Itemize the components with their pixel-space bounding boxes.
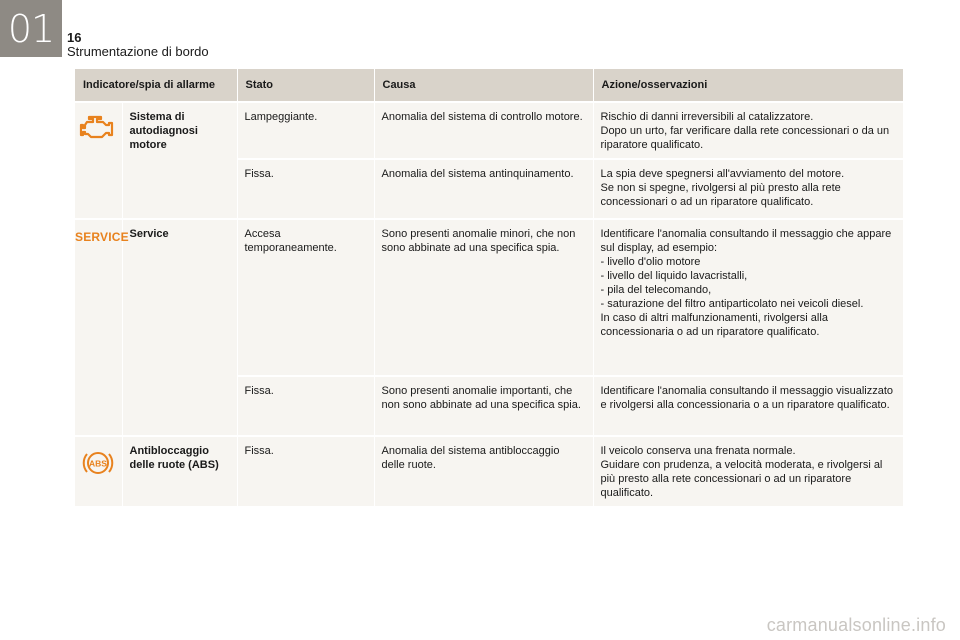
stato-cell: Accesa temporaneamente. — [237, 219, 374, 376]
column-header-indicator: Indicatore/spia di allarme — [75, 69, 237, 102]
stato-cell: Fissa. — [237, 376, 374, 436]
stato-cell: Lampeggiante. — [237, 102, 374, 159]
causa-cell: Sono presenti anomalie importanti, che non sono abbinate ad una specifica spia. — [374, 376, 593, 436]
abs-icon-text: ABS — [89, 458, 108, 469]
stato-cell: Fissa. — [237, 159, 374, 219]
chapter-number: 01 — [7, 6, 55, 51]
table-row — [75, 436, 903, 506]
engine-check-icon — [78, 111, 118, 147]
stato-cell: Fissa. — [237, 436, 374, 506]
table-header-row — [75, 69, 903, 102]
causa-cell: Anomalia del sistema di controllo motore. — [374, 102, 593, 159]
table-row — [75, 219, 903, 376]
azione-cell: La spia deve spegnersi all'avviamento del motore. Se non si spegne, rivolgersi al più presto alla rete concessionari o ad un riparatore qualificato. — [593, 159, 903, 219]
column-header-stato: Stato — [237, 69, 374, 102]
indicator-name: Sistema di autodiagnosi motore — [122, 102, 237, 219]
table-row — [75, 102, 903, 159]
indicator-name: Service — [122, 219, 237, 436]
azione-cell: Rischio di danni irreversibili al catalizzatore. Dopo un urto, far verificare dalla rete concessionari o da un riparatore qualificato. — [593, 102, 903, 159]
abs-icon-cell — [75, 436, 122, 506]
engine-icon-cell — [75, 102, 122, 219]
chapter-tab — [0, 0, 62, 57]
causa-cell: Anomalia del sistema antibloccaggio delle ruote. — [374, 436, 593, 506]
page-number: 16 — [67, 30, 82, 45]
warning-lights-table — [75, 69, 904, 506]
column-header-causa: Causa — [374, 69, 593, 102]
watermark: carmanualsonline.info — [766, 615, 946, 635]
service-icon-cell — [75, 219, 129, 436]
azione-cell: Il veicolo conserva una frenata normale. Guidare con prudenza, a velocità moderata, e rivolgersi al più presto alla rete concessionari o ad un riparatore qualificato. — [593, 436, 903, 506]
section-title: Strumentazione di bordo — [67, 44, 209, 59]
indicator-name: Antibloccaggio delle ruote (ABS) — [122, 436, 237, 506]
azione-cell: Identificare l'anomalia consultando il messaggio che appare sul display, ad esempio: - livello d'olio motore - livello del liquido lavacristalli, - pila del telecomando, - saturazione del filtro antiparticolato nei veicoli diesel. In caso di altri malfunzionamenti, rivolgersi alla concessionaria o ad un riparatore qualificato. — [593, 219, 903, 376]
service-icon: SERVICE — [75, 230, 129, 244]
azione-cell: Identificare l'anomalia consultando il messaggio visualizzato e rivolgersi alla concessionaria o a un riparatore qualificato. — [593, 376, 903, 436]
abs-icon — [78, 445, 118, 481]
causa-cell: Anomalia del sistema antinquinamento. — [374, 159, 593, 219]
causa-cell: Sono presenti anomalie minori, che non sono abbinate ad una specifica spia. — [374, 219, 593, 376]
column-header-azione: Azione/osservazioni — [593, 69, 903, 102]
